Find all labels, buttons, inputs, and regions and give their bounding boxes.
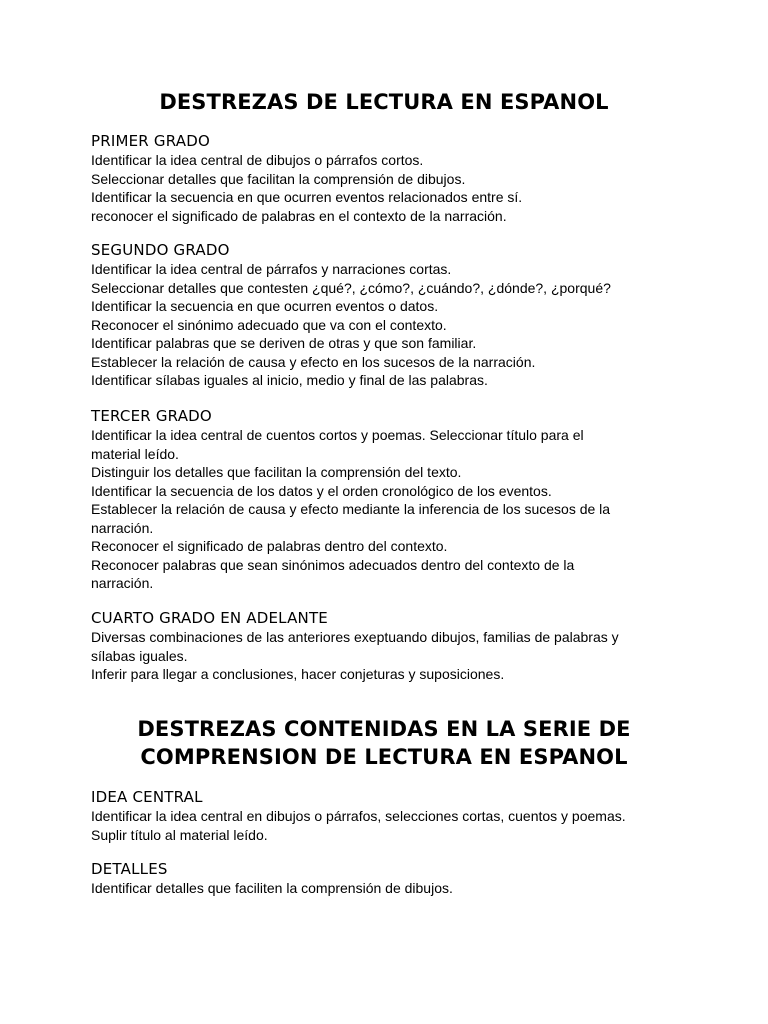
section-line: Establecer la relación de causa y efecto mediante la inferencia de los sucesos de la (91, 501, 611, 517)
section-line: Seleccionar detalles que facilitan la comprensión de dibujos. (91, 170, 466, 187)
section-segundo-grado (91, 241, 681, 390)
section-line: Identificar la idea central de dibujos o párrafos cortos. (91, 152, 424, 168)
section-line: Reconocer palabras que sean sinónimos adecuados dentro del contexto de la (91, 556, 575, 573)
section-line: Reconocer el sinónimo adecuado que va con el contexto. (91, 316, 447, 333)
section-heading: IDEA CENTRAL (91, 788, 203, 806)
section-heading: CUARTO GRADO EN ADELANTE (91, 609, 328, 627)
section-line: Identificar sílabas iguales al inicio, medio y final de las palabras. (91, 372, 488, 388)
section-line: Identificar la secuencia en que ocurren eventos o datos. (91, 298, 439, 314)
section-heading: TERCER GRADO (91, 407, 212, 425)
section-line: narración. (91, 575, 154, 591)
section-idea-central (91, 788, 681, 844)
section-line: Identificar la secuencia en que ocurren eventos relacionados entre sí. (91, 189, 523, 205)
section-line: Seleccionar detalles que contesten ¿qué?, ¿cómo?, ¿cuándo?, ¿dónde?, ¿porqué? (91, 279, 611, 296)
section-line: Identificar detalles que faciliten la comprensión de dibujos. (91, 880, 453, 896)
section-line: Inferir para llegar a conclusiones, hacer conjeturas y suposiciones. (91, 666, 505, 682)
section-line: Suplir título al material leído. (91, 826, 268, 843)
section-line: Identificar la idea central de cuentos cortos y poemas. Seleccionar título para el (91, 427, 584, 443)
section-heading: DETALLES (91, 860, 168, 878)
section-detalles (91, 860, 681, 898)
section-line: Identificar la idea central en dibujos o párrafos, selecciones cortas, cuentos y poemas. (91, 808, 626, 824)
section-primer-grado (91, 132, 681, 225)
series-title (60, 716, 708, 771)
section-line: Diversas combinaciones de las anteriores exeptuando dibujos, familias de palabras y (91, 629, 619, 645)
section-line: Identificar la idea central de párrafos y narraciones cortas. (91, 261, 452, 277)
section-line: Identificar palabras que se deriven de otras y que son familiar. (91, 335, 477, 351)
series-title-line: COMPRENSION DE LECTURA EN ESPANOL (140, 744, 628, 769)
section-cuarto-grado (91, 609, 681, 684)
section-heading: SEGUNDO GRADO (91, 241, 230, 259)
document-title: DESTREZAS DE LECTURA EN ESPANOL (159, 90, 609, 114)
section-line: reconocer el significado de palabras en el contexto de la narración. (91, 207, 507, 224)
section-line: Establecer la relación de causa y efecto en los sucesos de la narración. (91, 353, 536, 370)
section-tercer-grado (91, 407, 681, 593)
section-line: material leído. (91, 445, 179, 462)
section-line: narración. (91, 519, 154, 536)
section-line: Distinguir los detalles que facilitan la comprensión del texto. (91, 464, 462, 480)
series-title-line: DESTREZAS CONTENIDAS EN LA SERIE DE (137, 717, 631, 741)
section-line: sílabas iguales. (91, 647, 188, 664)
section-line: Identificar la secuencia de los datos y el orden cronológico de los eventos. (91, 482, 552, 499)
section-line: Reconocer el significado de palabras dentro del contexto. (91, 538, 448, 554)
section-heading: PRIMER GRADO (91, 132, 210, 150)
